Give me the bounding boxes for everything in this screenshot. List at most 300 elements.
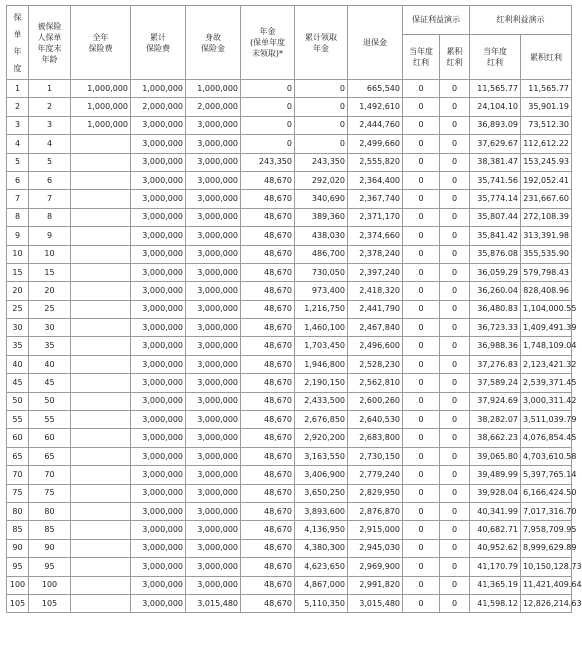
cell-annual-premium [71, 337, 131, 355]
table-row [7, 502, 572, 520]
cell-guaranteed-annual-dividend: 0 [403, 502, 440, 520]
cell-cumulative-annuity: 4,380,300 [295, 539, 348, 557]
cell-death-benefit: 3,000,000 [186, 135, 241, 153]
cell-death-benefit: 2,000,000 [186, 98, 241, 116]
cell-annuity: 48,670 [241, 576, 295, 594]
cell-guaranteed-cumulative-dividend: 0 [440, 521, 470, 539]
cell-insured-age: 25 [29, 300, 71, 318]
cell-death-benefit: 3,000,000 [186, 227, 241, 245]
cell-cumulative-dividend: 7,958,709.95 [521, 521, 572, 539]
cell-annual-dividend: 37,629.67 [470, 135, 521, 153]
cell-death-benefit: 3,000,000 [186, 374, 241, 392]
cell-cumulative-premium: 3,000,000 [131, 227, 186, 245]
cell-annual-premium [71, 153, 131, 171]
cell-annuity: 48,670 [241, 558, 295, 576]
cell-insured-age: 75 [29, 484, 71, 502]
cell-surrender-value: 2,378,240 [348, 245, 403, 263]
cell-annual-dividend: 11,565.77 [470, 80, 521, 98]
cell-policy-year: 75 [7, 484, 29, 502]
cell-annual-premium [71, 502, 131, 520]
table-row [7, 171, 572, 189]
cell-guaranteed-cumulative-dividend: 0 [440, 447, 470, 465]
table-row [7, 576, 572, 594]
cell-guaranteed-annual-dividend: 0 [403, 392, 440, 410]
cell-cumulative-premium: 3,000,000 [131, 208, 186, 226]
cell-surrender-value: 2,969,900 [348, 558, 403, 576]
cell-guaranteed-annual-dividend: 0 [403, 135, 440, 153]
cell-annual-dividend: 35,841.42 [470, 227, 521, 245]
cell-annual-premium: 1,000,000 [71, 80, 131, 98]
table-row [7, 98, 572, 116]
cell-annual-premium [71, 208, 131, 226]
cell-guaranteed-annual-dividend: 0 [403, 227, 440, 245]
cell-cumulative-annuity: 3,406,900 [295, 466, 348, 484]
cell-cumulative-annuity: 973,400 [295, 282, 348, 300]
cell-cumulative-annuity: 438,030 [295, 227, 348, 245]
table-row [7, 374, 572, 392]
cell-death-benefit: 3,000,000 [186, 411, 241, 429]
cell-cumulative-annuity: 5,110,350 [295, 594, 348, 612]
cell-insured-age: 3 [29, 116, 71, 134]
cell-cumulative-dividend: 8,999,629.89 [521, 539, 572, 557]
cell-cumulative-dividend: 231,667.60 [521, 190, 572, 208]
cell-cumulative-annuity: 0 [295, 116, 348, 134]
cell-guaranteed-cumulative-dividend: 0 [440, 374, 470, 392]
cell-guaranteed-annual-dividend: 0 [403, 374, 440, 392]
cell-cumulative-dividend: 35,901.19 [521, 98, 572, 116]
cell-annual-dividend: 36,059.29 [470, 263, 521, 281]
cell-guaranteed-cumulative-dividend: 0 [440, 319, 470, 337]
cell-policy-year: 25 [7, 300, 29, 318]
cell-cumulative-premium: 3,000,000 [131, 392, 186, 410]
cell-cumulative-annuity: 0 [295, 98, 348, 116]
cell-policy-year: 9 [7, 227, 29, 245]
cell-insured-age: 50 [29, 392, 71, 410]
cell-annuity: 48,670 [241, 374, 295, 392]
cell-surrender-value: 2,991,820 [348, 576, 403, 594]
cell-death-benefit: 3,000,000 [186, 245, 241, 263]
cell-annuity: 48,670 [241, 171, 295, 189]
table-row [7, 80, 572, 98]
cell-cumulative-annuity: 1,946,800 [295, 355, 348, 373]
cell-guaranteed-annual-dividend: 0 [403, 171, 440, 189]
cell-cumulative-dividend: 313,391.98 [521, 227, 572, 245]
cell-death-benefit: 3,000,000 [186, 208, 241, 226]
cell-annual-premium [71, 190, 131, 208]
cell-annuity: 0 [241, 80, 295, 98]
cell-annual-premium [71, 282, 131, 300]
cell-cumulative-premium: 3,000,000 [131, 263, 186, 281]
table-row [7, 282, 572, 300]
cell-insured-age: 30 [29, 319, 71, 337]
table-row [7, 411, 572, 429]
cell-annuity: 0 [241, 116, 295, 134]
table-row [7, 466, 572, 484]
table-row [7, 392, 572, 410]
cell-annual-premium [71, 521, 131, 539]
table-row [7, 208, 572, 226]
cell-annuity: 48,670 [241, 263, 295, 281]
table-row [7, 227, 572, 245]
cell-cumulative-annuity: 4,623,650 [295, 558, 348, 576]
cell-cumulative-premium: 3,000,000 [131, 282, 186, 300]
cell-guaranteed-annual-dividend: 0 [403, 484, 440, 502]
cell-guaranteed-cumulative-dividend: 0 [440, 263, 470, 281]
cell-surrender-value: 3,015,480 [348, 594, 403, 612]
cell-cumulative-annuity: 389,360 [295, 208, 348, 226]
cell-annual-premium [71, 245, 131, 263]
cell-annual-dividend: 40,682.71 [470, 521, 521, 539]
cell-insured-age: 7 [29, 190, 71, 208]
cell-annual-dividend: 38,381.47 [470, 153, 521, 171]
table-row [7, 300, 572, 318]
cell-surrender-value: 665,540 [348, 80, 403, 98]
cell-insured-age: 85 [29, 521, 71, 539]
cell-insured-age: 70 [29, 466, 71, 484]
cell-annual-dividend: 35,876.08 [470, 245, 521, 263]
cell-death-benefit: 3,000,000 [186, 429, 241, 447]
cell-insured-age: 95 [29, 558, 71, 576]
cell-death-benefit: 3,000,000 [186, 282, 241, 300]
cell-annual-premium: 1,000,000 [71, 116, 131, 134]
cell-guaranteed-annual-dividend: 0 [403, 80, 440, 98]
cell-guaranteed-annual-dividend: 0 [403, 208, 440, 226]
cell-death-benefit: 3,000,000 [186, 337, 241, 355]
cell-cumulative-dividend: 4,076,854.45 [521, 429, 572, 447]
table-body [7, 80, 582, 613]
cell-guaranteed-cumulative-dividend: 0 [440, 98, 470, 116]
cell-guaranteed-cumulative-dividend: 0 [440, 190, 470, 208]
cell-insured-age: 1 [29, 80, 71, 98]
cell-policy-year: 6 [7, 171, 29, 189]
cell-annual-premium [71, 411, 131, 429]
col-header-cumulative-dividend: 累积红利 [521, 35, 572, 80]
cell-policy-year: 15 [7, 263, 29, 281]
cell-cumulative-premium: 1,000,000 [131, 80, 186, 98]
table-row [7, 337, 572, 355]
cell-policy-year: 60 [7, 429, 29, 447]
cell-surrender-value: 2,374,660 [348, 227, 403, 245]
col-header-insured-age: 被保险 人保单 年度末 年龄 [29, 6, 71, 80]
cell-policy-year: 85 [7, 521, 29, 539]
cell-policy-year: 55 [7, 411, 29, 429]
cell-death-benefit: 3,000,000 [186, 521, 241, 539]
cell-insured-age: 40 [29, 355, 71, 373]
cell-surrender-value: 2,528,230 [348, 355, 403, 373]
cell-insured-age: 60 [29, 429, 71, 447]
cell-cumulative-annuity: 243,350 [295, 153, 348, 171]
cell-annual-premium [71, 558, 131, 576]
cell-policy-year: 7 [7, 190, 29, 208]
cell-surrender-value: 2,730,150 [348, 447, 403, 465]
cell-cumulative-annuity: 1,460,100 [295, 319, 348, 337]
cell-guaranteed-cumulative-dividend: 0 [440, 392, 470, 410]
col-header-policy-year: 保 单 年 度 [7, 6, 29, 80]
table-row [7, 245, 572, 263]
cell-cumulative-annuity: 3,893,600 [295, 502, 348, 520]
cell-surrender-value: 2,640,530 [348, 411, 403, 429]
cell-guaranteed-cumulative-dividend: 0 [440, 153, 470, 171]
cell-cumulative-dividend: 2,539,371.45 [521, 374, 572, 392]
table-row [7, 116, 572, 134]
cell-annual-dividend: 39,928.04 [470, 484, 521, 502]
cell-surrender-value: 2,364,400 [348, 171, 403, 189]
cell-cumulative-premium: 3,000,000 [131, 576, 186, 594]
cell-surrender-value: 2,371,170 [348, 208, 403, 226]
cell-surrender-value: 2,600,260 [348, 392, 403, 410]
cell-guaranteed-annual-dividend: 0 [403, 282, 440, 300]
cell-cumulative-premium: 3,000,000 [131, 374, 186, 392]
cell-guaranteed-cumulative-dividend: 0 [440, 539, 470, 557]
col-header-guaranteed-cumulative-dividend: 累积 红利 [440, 35, 470, 80]
cell-cumulative-annuity: 486,700 [295, 245, 348, 263]
cell-insured-age: 9 [29, 227, 71, 245]
cell-cumulative-annuity: 2,190,150 [295, 374, 348, 392]
cell-insured-age: 8 [29, 208, 71, 226]
cell-cumulative-premium: 3,000,000 [131, 502, 186, 520]
cell-policy-year: 100 [7, 576, 29, 594]
cell-cumulative-premium: 3,000,000 [131, 300, 186, 318]
cell-guaranteed-annual-dividend: 0 [403, 594, 440, 612]
cell-cumulative-annuity: 1,703,450 [295, 337, 348, 355]
cell-policy-year: 4 [7, 135, 29, 153]
cell-annuity: 48,670 [241, 447, 295, 465]
cell-guaranteed-annual-dividend: 0 [403, 411, 440, 429]
cell-annuity: 48,670 [241, 466, 295, 484]
cell-death-benefit: 3,000,000 [186, 466, 241, 484]
cell-insured-age: 20 [29, 282, 71, 300]
cell-annual-premium [71, 355, 131, 373]
cell-surrender-value: 2,418,320 [348, 282, 403, 300]
table-row [7, 135, 572, 153]
cell-policy-year: 5 [7, 153, 29, 171]
cell-policy-year: 30 [7, 319, 29, 337]
cell-cumulative-dividend: 1,409,491.39 [521, 319, 572, 337]
cell-surrender-value: 1,492,610 [348, 98, 403, 116]
benefit-table-container [6, 5, 582, 613]
table-row [7, 521, 572, 539]
cell-annuity: 48,670 [241, 245, 295, 263]
cell-guaranteed-cumulative-dividend: 0 [440, 227, 470, 245]
cell-death-benefit: 1,000,000 [186, 80, 241, 98]
cell-insured-age: 35 [29, 337, 71, 355]
cell-cumulative-dividend: 3,511,039.79 [521, 411, 572, 429]
col-header-cumulative-annuity: 累计领取 年金 [295, 6, 348, 80]
cell-cumulative-premium: 3,000,000 [131, 484, 186, 502]
cell-cumulative-dividend: 153,245.93 [521, 153, 572, 171]
cell-cumulative-dividend: 1,748,109.04 [521, 337, 572, 355]
cell-insured-age: 90 [29, 539, 71, 557]
cell-guaranteed-cumulative-dividend: 0 [440, 245, 470, 263]
table-row [7, 190, 572, 208]
group-header-dividend-benefit: 红利利益演示 [470, 6, 572, 35]
cell-death-benefit: 3,000,000 [186, 392, 241, 410]
cell-surrender-value: 2,555,820 [348, 153, 403, 171]
cell-cumulative-premium: 3,000,000 [131, 355, 186, 373]
cell-policy-year: 3 [7, 116, 29, 134]
cell-guaranteed-cumulative-dividend: 0 [440, 355, 470, 373]
cell-insured-age: 65 [29, 447, 71, 465]
cell-annual-dividend: 24,104.10 [470, 98, 521, 116]
cell-death-benefit: 3,000,000 [186, 502, 241, 520]
cell-guaranteed-cumulative-dividend: 0 [440, 429, 470, 447]
cell-death-benefit: 3,000,000 [186, 190, 241, 208]
cell-cumulative-annuity: 0 [295, 80, 348, 98]
cell-guaranteed-annual-dividend: 0 [403, 355, 440, 373]
cell-guaranteed-annual-dividend: 0 [403, 558, 440, 576]
cell-surrender-value: 2,441,790 [348, 300, 403, 318]
cell-cumulative-dividend: 7,017,316.70 [521, 502, 572, 520]
cell-guaranteed-annual-dividend: 0 [403, 116, 440, 134]
cell-annual-dividend: 37,589.24 [470, 374, 521, 392]
cell-death-benefit: 3,000,000 [186, 263, 241, 281]
cell-annuity: 48,670 [241, 355, 295, 373]
cell-annual-premium [71, 466, 131, 484]
cell-cumulative-annuity: 2,676,850 [295, 411, 348, 429]
cell-annual-dividend: 36,480.83 [470, 300, 521, 318]
cell-annual-dividend: 41,365.19 [470, 576, 521, 594]
cell-cumulative-premium: 3,000,000 [131, 594, 186, 612]
table-row [7, 355, 572, 373]
cell-death-benefit: 3,000,000 [186, 153, 241, 171]
cell-guaranteed-cumulative-dividend: 0 [440, 135, 470, 153]
cell-annuity: 0 [241, 135, 295, 153]
cell-guaranteed-annual-dividend: 0 [403, 263, 440, 281]
cell-guaranteed-annual-dividend: 0 [403, 300, 440, 318]
cell-annuity: 48,670 [241, 411, 295, 429]
cell-policy-year: 65 [7, 447, 29, 465]
cell-cumulative-dividend: 3,000,311.42 [521, 392, 572, 410]
cell-annual-dividend: 36,893.09 [470, 116, 521, 134]
cell-insured-age: 6 [29, 171, 71, 189]
cell-cumulative-annuity: 2,920,200 [295, 429, 348, 447]
cell-surrender-value: 2,496,600 [348, 337, 403, 355]
col-header-cumulative-premium: 累计 保险费 [131, 6, 186, 80]
table-row [7, 429, 572, 447]
cell-guaranteed-annual-dividend: 0 [403, 153, 440, 171]
cell-annual-premium [71, 263, 131, 281]
cell-policy-year: 35 [7, 337, 29, 355]
cell-insured-age: 105 [29, 594, 71, 612]
cell-surrender-value: 2,683,800 [348, 429, 403, 447]
cell-cumulative-dividend: 1,104,000.55 [521, 300, 572, 318]
cell-annual-dividend: 36,723.33 [470, 319, 521, 337]
cell-cumulative-annuity: 3,163,550 [295, 447, 348, 465]
cell-guaranteed-cumulative-dividend: 0 [440, 116, 470, 134]
cell-guaranteed-annual-dividend: 0 [403, 245, 440, 263]
cell-cumulative-dividend: 4,703,610.58 [521, 447, 572, 465]
cell-cumulative-premium: 3,000,000 [131, 447, 186, 465]
col-header-guaranteed-annual-dividend: 当年度 红利 [403, 35, 440, 80]
cell-insured-age: 15 [29, 263, 71, 281]
cell-cumulative-dividend: 6,166,424.50 [521, 484, 572, 502]
cell-guaranteed-cumulative-dividend: 0 [440, 594, 470, 612]
cell-guaranteed-annual-dividend: 0 [403, 337, 440, 355]
cell-insured-age: 5 [29, 153, 71, 171]
cell-policy-year: 70 [7, 466, 29, 484]
cell-annual-dividend: 41,598.12 [470, 594, 521, 612]
cell-annual-dividend: 36,988.36 [470, 337, 521, 355]
cell-cumulative-dividend: 579,798.43 [521, 263, 572, 281]
cell-policy-year: 105 [7, 594, 29, 612]
cell-insured-age: 4 [29, 135, 71, 153]
cell-cumulative-premium: 3,000,000 [131, 171, 186, 189]
cell-annuity: 48,670 [241, 594, 295, 612]
cell-guaranteed-cumulative-dividend: 0 [440, 558, 470, 576]
cell-cumulative-dividend: 11,565.77 [521, 80, 572, 98]
cell-policy-year: 45 [7, 374, 29, 392]
cell-cumulative-annuity: 4,136,950 [295, 521, 348, 539]
cell-annual-dividend: 39,065.80 [470, 447, 521, 465]
cell-annual-premium [71, 539, 131, 557]
cell-annual-premium [71, 374, 131, 392]
cell-annual-dividend: 35,807.44 [470, 208, 521, 226]
cell-guaranteed-cumulative-dividend: 0 [440, 282, 470, 300]
cell-annual-dividend: 38,282.07 [470, 411, 521, 429]
cell-death-benefit: 3,000,000 [186, 319, 241, 337]
cell-guaranteed-cumulative-dividend: 0 [440, 502, 470, 520]
cell-cumulative-dividend: 355,535.90 [521, 245, 572, 263]
cell-annuity: 48,670 [241, 319, 295, 337]
cell-death-benefit: 3,000,000 [186, 576, 241, 594]
cell-death-benefit: 3,000,000 [186, 171, 241, 189]
cell-insured-age: 55 [29, 411, 71, 429]
cell-annuity: 48,670 [241, 521, 295, 539]
table-row [7, 263, 572, 281]
table-row [7, 484, 572, 502]
cell-annual-dividend: 37,924.69 [470, 392, 521, 410]
cell-annual-premium: 1,000,000 [71, 98, 131, 116]
cell-cumulative-annuity: 730,050 [295, 263, 348, 281]
group-header-guaranteed-benefit: 保证利益演示 [403, 6, 470, 35]
cell-death-benefit: 3,000,000 [186, 355, 241, 373]
cell-cumulative-dividend: 2,123,421.32 [521, 355, 572, 373]
cell-annual-dividend: 37,276.83 [470, 355, 521, 373]
cell-guaranteed-annual-dividend: 0 [403, 319, 440, 337]
table-row [7, 447, 572, 465]
cell-annual-premium [71, 227, 131, 245]
cell-policy-year: 90 [7, 539, 29, 557]
cell-cumulative-premium: 3,000,000 [131, 153, 186, 171]
cell-surrender-value: 2,562,810 [348, 374, 403, 392]
cell-death-benefit: 3,000,000 [186, 300, 241, 318]
cell-annuity: 0 [241, 98, 295, 116]
cell-cumulative-premium: 3,000,000 [131, 319, 186, 337]
cell-policy-year: 50 [7, 392, 29, 410]
cell-surrender-value: 2,444,760 [348, 116, 403, 134]
col-header-surrender-value: 退保金 [348, 6, 403, 80]
cell-cumulative-premium: 3,000,000 [131, 558, 186, 576]
cell-guaranteed-annual-dividend: 0 [403, 190, 440, 208]
cell-cumulative-dividend: 112,612.22 [521, 135, 572, 153]
cell-surrender-value: 2,779,240 [348, 466, 403, 484]
cell-surrender-value: 2,397,240 [348, 263, 403, 281]
cell-annual-dividend: 41,170.79 [470, 558, 521, 576]
col-header-death-benefit: 身故 保险金 [186, 6, 241, 80]
cell-surrender-value: 2,499,660 [348, 135, 403, 153]
cell-surrender-value: 2,367,740 [348, 190, 403, 208]
col-header-annuity: 年金 (保单年度 末领取)* [241, 6, 295, 80]
cell-cumulative-dividend: 11,421,409.64 [521, 576, 572, 594]
cell-annuity: 48,670 [241, 337, 295, 355]
cell-annual-dividend: 39,489.99 [470, 466, 521, 484]
cell-cumulative-dividend: 192,052.41 [521, 171, 572, 189]
cell-annual-dividend: 40,341.99 [470, 502, 521, 520]
cell-guaranteed-cumulative-dividend: 0 [440, 208, 470, 226]
cell-guaranteed-annual-dividend: 0 [403, 539, 440, 557]
cell-cumulative-premium: 3,000,000 [131, 466, 186, 484]
cell-cumulative-annuity: 1,216,750 [295, 300, 348, 318]
